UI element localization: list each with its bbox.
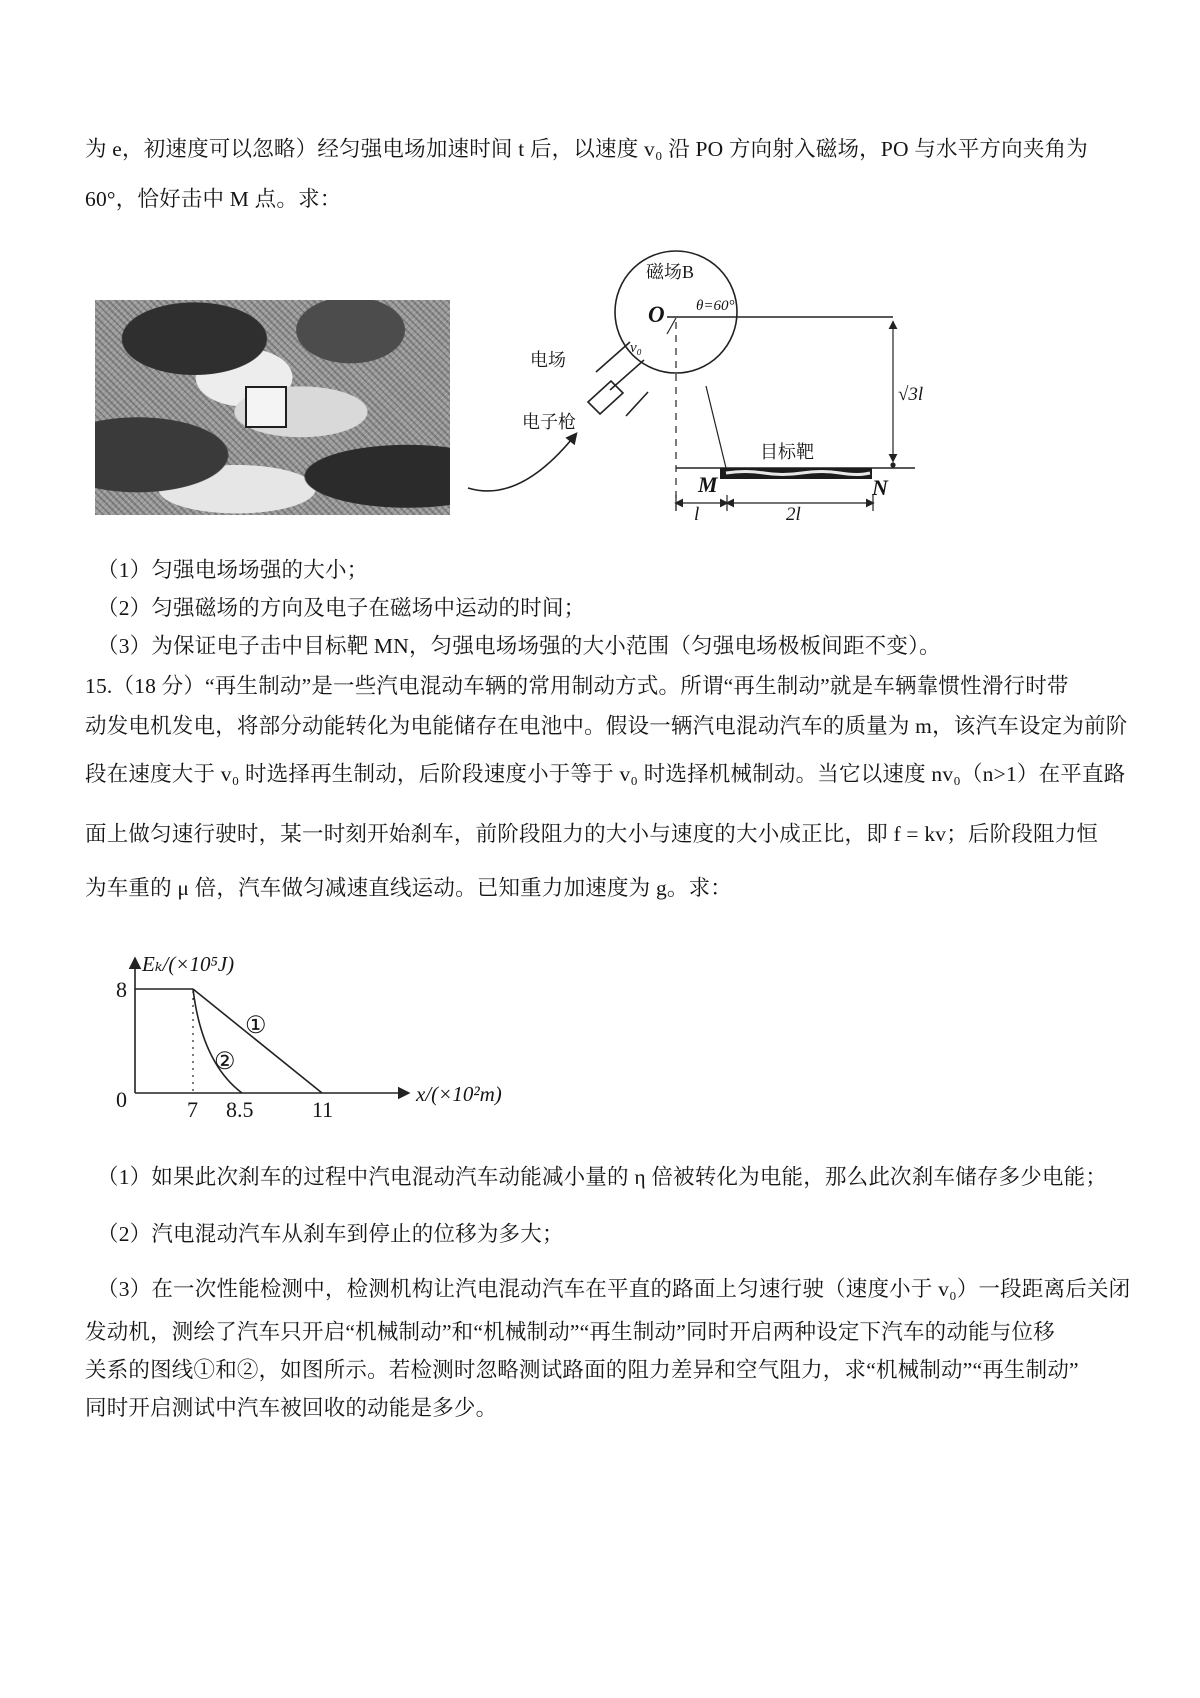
q14-intro-line1: 为 e，初速度可以忽略）经匀强电场加速时间 t 后，以速度 v₀ 沿 PO 方向射入磁场，PO 与水平方向夹角为: [85, 137, 1088, 161]
apparatus-photo: [95, 300, 450, 515]
efield-label: 电场: [530, 350, 566, 370]
x-axis-label: x/(×10²m): [416, 1082, 502, 1106]
q14-item-2: （2）匀强磁场的方向及电子在磁场中运动的时间；: [97, 596, 586, 620]
field-diagram: [460, 230, 930, 525]
q15-item-2: （2）汽电混动汽车从刹车到停止的位移为多大；: [97, 1222, 564, 1246]
target-label: 目标靶: [760, 442, 814, 462]
point-m-label: M: [698, 472, 718, 497]
magnetic-field-label: 磁场B: [646, 262, 695, 282]
q15-item-1: （1）如果此次刹车的过程中汽电混动汽车动能减小量的 η 倍被转化为电能，那么此次刹车储存多少电能；: [97, 1165, 1108, 1189]
dim-l-label: l: [694, 504, 700, 525]
q15-item-3-line-3: 关系的图线①和②，如图所示。若检测时忽略测试路面的阻力差异和空气阻力，求“机械制动”“再生制动”: [85, 1358, 1079, 1382]
electron-gun-body: [588, 381, 623, 414]
q15-item-3: （3）在一次性能检测中，检测机构让汽电混动汽车在平直的路面上匀速行驶（速度小于 v₀）一段距离后关闭: [97, 1277, 1131, 1301]
gun-label: 电子枪: [522, 412, 576, 432]
point-o-label: O: [648, 302, 665, 327]
series-2-label: ②: [214, 1049, 236, 1075]
q15-line-2: 动发电机发电，将部分动能转化为电能储存在电池中。假设一辆汽电混动汽车的质量为 m，该汽车设定为前阶: [85, 714, 1128, 738]
q15-item-3-line-2: 发动机，测绘了汽车只开启“机械制动”和“机械制动”“再生制动”同时开启两种设定下汽车的动能与位移: [85, 1320, 1055, 1344]
x-tick-8-5: 8.5: [226, 1097, 254, 1122]
q15-item-3-line-4: 同时开启测试中汽车被回收的动能是多少。: [85, 1396, 498, 1420]
y-axis-label: Eₖ/(×10⁵J): [142, 952, 235, 976]
origin-tick: 0: [116, 1087, 127, 1112]
electron-path: [706, 386, 726, 468]
corner-dot: [890, 462, 895, 467]
energy-displacement-chart: [90, 945, 530, 1145]
series-1-label: ①: [245, 1013, 267, 1039]
curved-arrow: [468, 434, 576, 491]
series-1-line: [193, 989, 322, 1093]
q15-line-1: 15.（18 分）“再生制动”是一些汽电混动车辆的常用制动方式。所谓“再生制动”就是车辆靠惯性滑行时带: [85, 674, 1069, 698]
q15-line-4: 面上做匀速行驶时，某一时刻开始刹车，前阶段阻力的大小与速度的大小成正比，即 f = kv；后阶段阻力恒: [85, 822, 1099, 846]
dim-2l-label: 2l: [786, 504, 801, 525]
series-2-curve: [193, 989, 242, 1093]
q15-line-5: 为车重的 μ 倍，汽车做匀减速直线运动。已知重力加速度为 g。求：: [85, 876, 733, 900]
height-dim-label: √3l: [898, 384, 924, 405]
angle-label: θ=60°: [696, 298, 735, 314]
y-tick-8: 8: [116, 977, 127, 1002]
q14-item-3: （3）为保证电子击中目标靶 MN，匀强电场场强的大小范围（匀强电场极板间距不变）。: [97, 634, 941, 658]
gun-beam-line: [626, 392, 648, 416]
q14-intro-line2: 60°，恰好击中 M 点。求：: [85, 187, 342, 211]
velocity-tick: [667, 318, 676, 334]
q15-line-3: 段在速度大于 v₀ 时选择再生制动，后阶段速度小于等于 v₀ 时选择机械制动。当它以速度 nv₀（n>1）在平直路: [85, 762, 1126, 786]
point-n-label: N: [872, 475, 888, 500]
v0-label: v₀: [630, 340, 642, 356]
x-tick-11: 11: [312, 1097, 334, 1122]
q14-item-1: （1）匀强电场场强的大小；: [97, 558, 369, 582]
plate-1: [596, 342, 630, 372]
x-tick-7: 7: [187, 1097, 198, 1122]
